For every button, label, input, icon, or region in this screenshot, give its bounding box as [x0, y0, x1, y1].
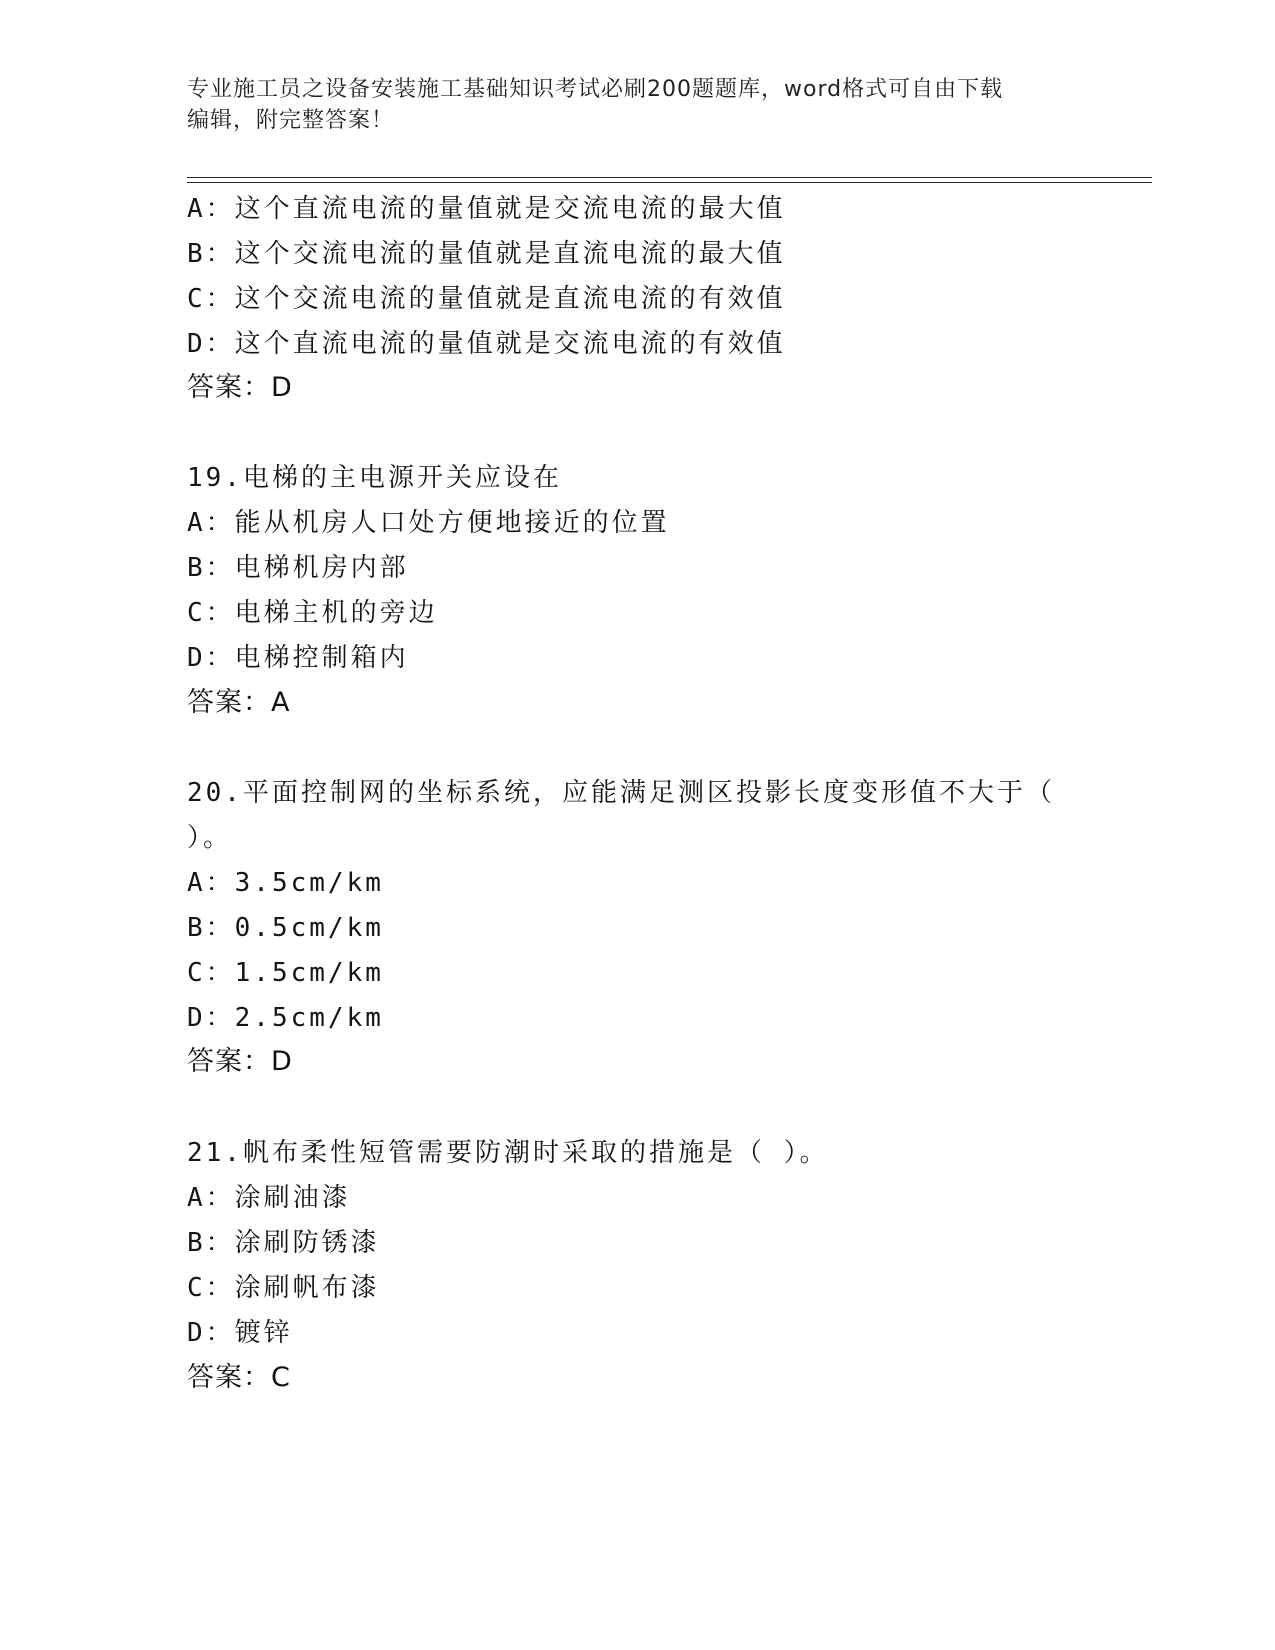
- option-a: A：3.5cm/km: [187, 868, 384, 898]
- option-b: B：涂刷防锈漆: [187, 1228, 380, 1258]
- option-a: A：涂刷油漆: [187, 1183, 351, 1213]
- option-d: D：这个直流电流的量值就是交流电流的有效值: [187, 329, 786, 359]
- option-d: D：镀锌: [187, 1318, 293, 1348]
- question-text: 21.帆布柔性短管需要防潮时采取的措施是（ ）。: [187, 1138, 829, 1168]
- question-text-continued: ）。: [187, 823, 233, 853]
- option-a: A：这个直流电流的量值就是交流电流的最大值: [187, 194, 786, 224]
- option-d: D：2.5cm/km: [187, 1003, 384, 1033]
- option-a: A：能从机房人口处方便地接近的位置: [187, 508, 670, 538]
- option-d: D：电梯控制箱内: [187, 643, 409, 673]
- answer-line: 答案：C: [187, 1362, 291, 1393]
- option-b: B：电梯机房内部: [187, 553, 409, 583]
- option-c: C：1.5cm/km: [187, 958, 384, 988]
- header-divider-bottom: [187, 182, 1152, 183]
- option-c: C：涂刷帆布漆: [187, 1273, 380, 1303]
- option-c: C：电梯主机的旁边: [187, 598, 438, 628]
- question-text: 19.电梯的主电源开关应设在: [187, 463, 562, 493]
- answer-line: 答案：A: [187, 687, 291, 718]
- answer-line: 答案：D: [187, 1046, 293, 1077]
- document-header: [187, 74, 1087, 136]
- header-title-line-2: 编辑，附完整答案！: [187, 108, 395, 133]
- header-title-line-1: 专业施工员之设备安装施工基础知识考试必刷200题题库，word格式可自由下载: [187, 77, 1004, 102]
- answer-line: 答案：D: [187, 372, 293, 403]
- question-text: 20.平面控制网的坐标系统，应能满足测区投影长度变形值不大于（: [187, 778, 1055, 808]
- option-c: C：这个交流电流的量值就是直流电流的有效值: [187, 284, 786, 314]
- header-divider-top: [187, 177, 1152, 178]
- option-b: B：0.5cm/km: [187, 913, 384, 943]
- option-b: B：这个交流电流的量值就是直流电流的最大值: [187, 239, 786, 269]
